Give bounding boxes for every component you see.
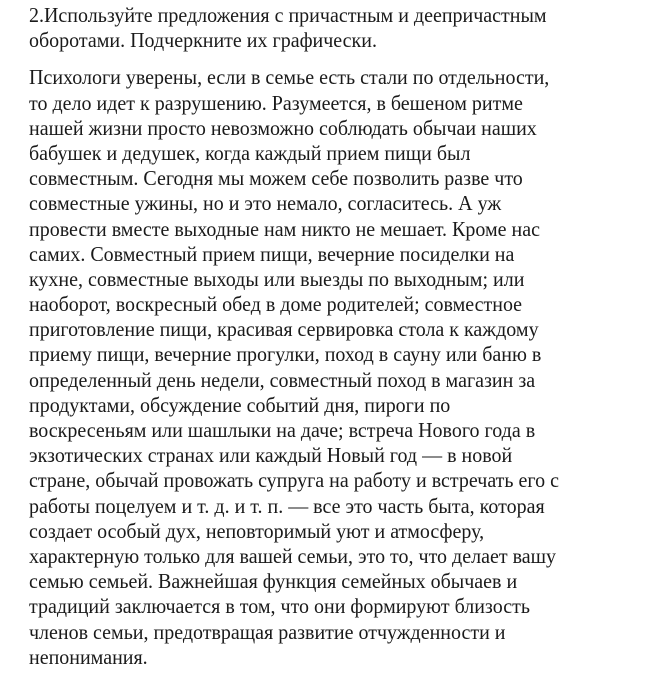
paragraph-line: совместным. Сегодня мы можем себе позволить разве что [29, 166, 523, 191]
task-instruction [29, 3, 644, 53]
paragraph-line: воскресеньям или шашлыки на даче; встреча Нового года в [29, 418, 536, 442]
paragraph-line: провести вместе выходные нам никто не мешает. Кроме нас [29, 216, 540, 241]
text-paragraph [29, 65, 644, 670]
paragraph-line: приготовление пищи, красивая сервировка стола к каждому [29, 317, 539, 342]
paragraph-line: нашей жизни просто невозможно соблюдать обычаи наших [29, 115, 537, 140]
paragraph-line: продуктами, обсуждение событий дня, пироги по [29, 392, 451, 417]
paragraph-line: бабушек и дедушек, когда каждый прием пищи был [29, 140, 471, 165]
paragraph-line: непонимания. [29, 644, 148, 669]
paragraph-line: Психологи уверены, если в семье есть стали по отдельности, [29, 65, 550, 90]
paragraph-line: совместные ужины, но и это немало, согласитесь. А уж [29, 191, 502, 216]
paragraph-line: семью семьей. Важнейшая функция семейных обычаев и [29, 569, 518, 594]
paragraph-line: создает особый дух, неповторимый уют и атмосферу, [29, 518, 485, 543]
task-line: 2.Используйте предложения с причастным и деепричастным [29, 3, 547, 27]
paragraph-line: стране, обычай провожать супруга на работу и встречать его с [29, 468, 559, 493]
task-line: оборотами. Подчеркните их графически. [29, 28, 377, 53]
paragraph-line: приему пищи, вечерние прогулки, поход в сауну или баню в [29, 342, 542, 367]
paragraph-line: работы поцелуем и т. д. и т. п. — все это часть быта, которая [29, 493, 545, 518]
paragraph-line: определенный день недели, совместный поход в магазин за [29, 367, 536, 392]
paragraph-line: кухне, совместные выходы или выезды по выходным; или [29, 266, 525, 291]
paragraph-line: то дело идет к разрушению. Разумеется, в бешеном ритме [29, 90, 523, 115]
paragraph-line: традиций заключается в том, что они формируют близость [29, 594, 530, 619]
document [29, 3, 644, 670]
paragraph-line: самих. Совместный прием пищи, вечерние посиделки на [29, 241, 515, 266]
paragraph-line: членов семьи, предотвращая развитие отчужденности и [29, 619, 506, 644]
paragraph-line: экзотических странах или каждый Новый год — в новой [29, 443, 513, 468]
paragraph-line: характерную только для вашей семьи, это то, что делает вашу [29, 543, 557, 568]
paragraph-line: наоборот, воскресный обед в доме родителей; совместное [29, 292, 523, 317]
